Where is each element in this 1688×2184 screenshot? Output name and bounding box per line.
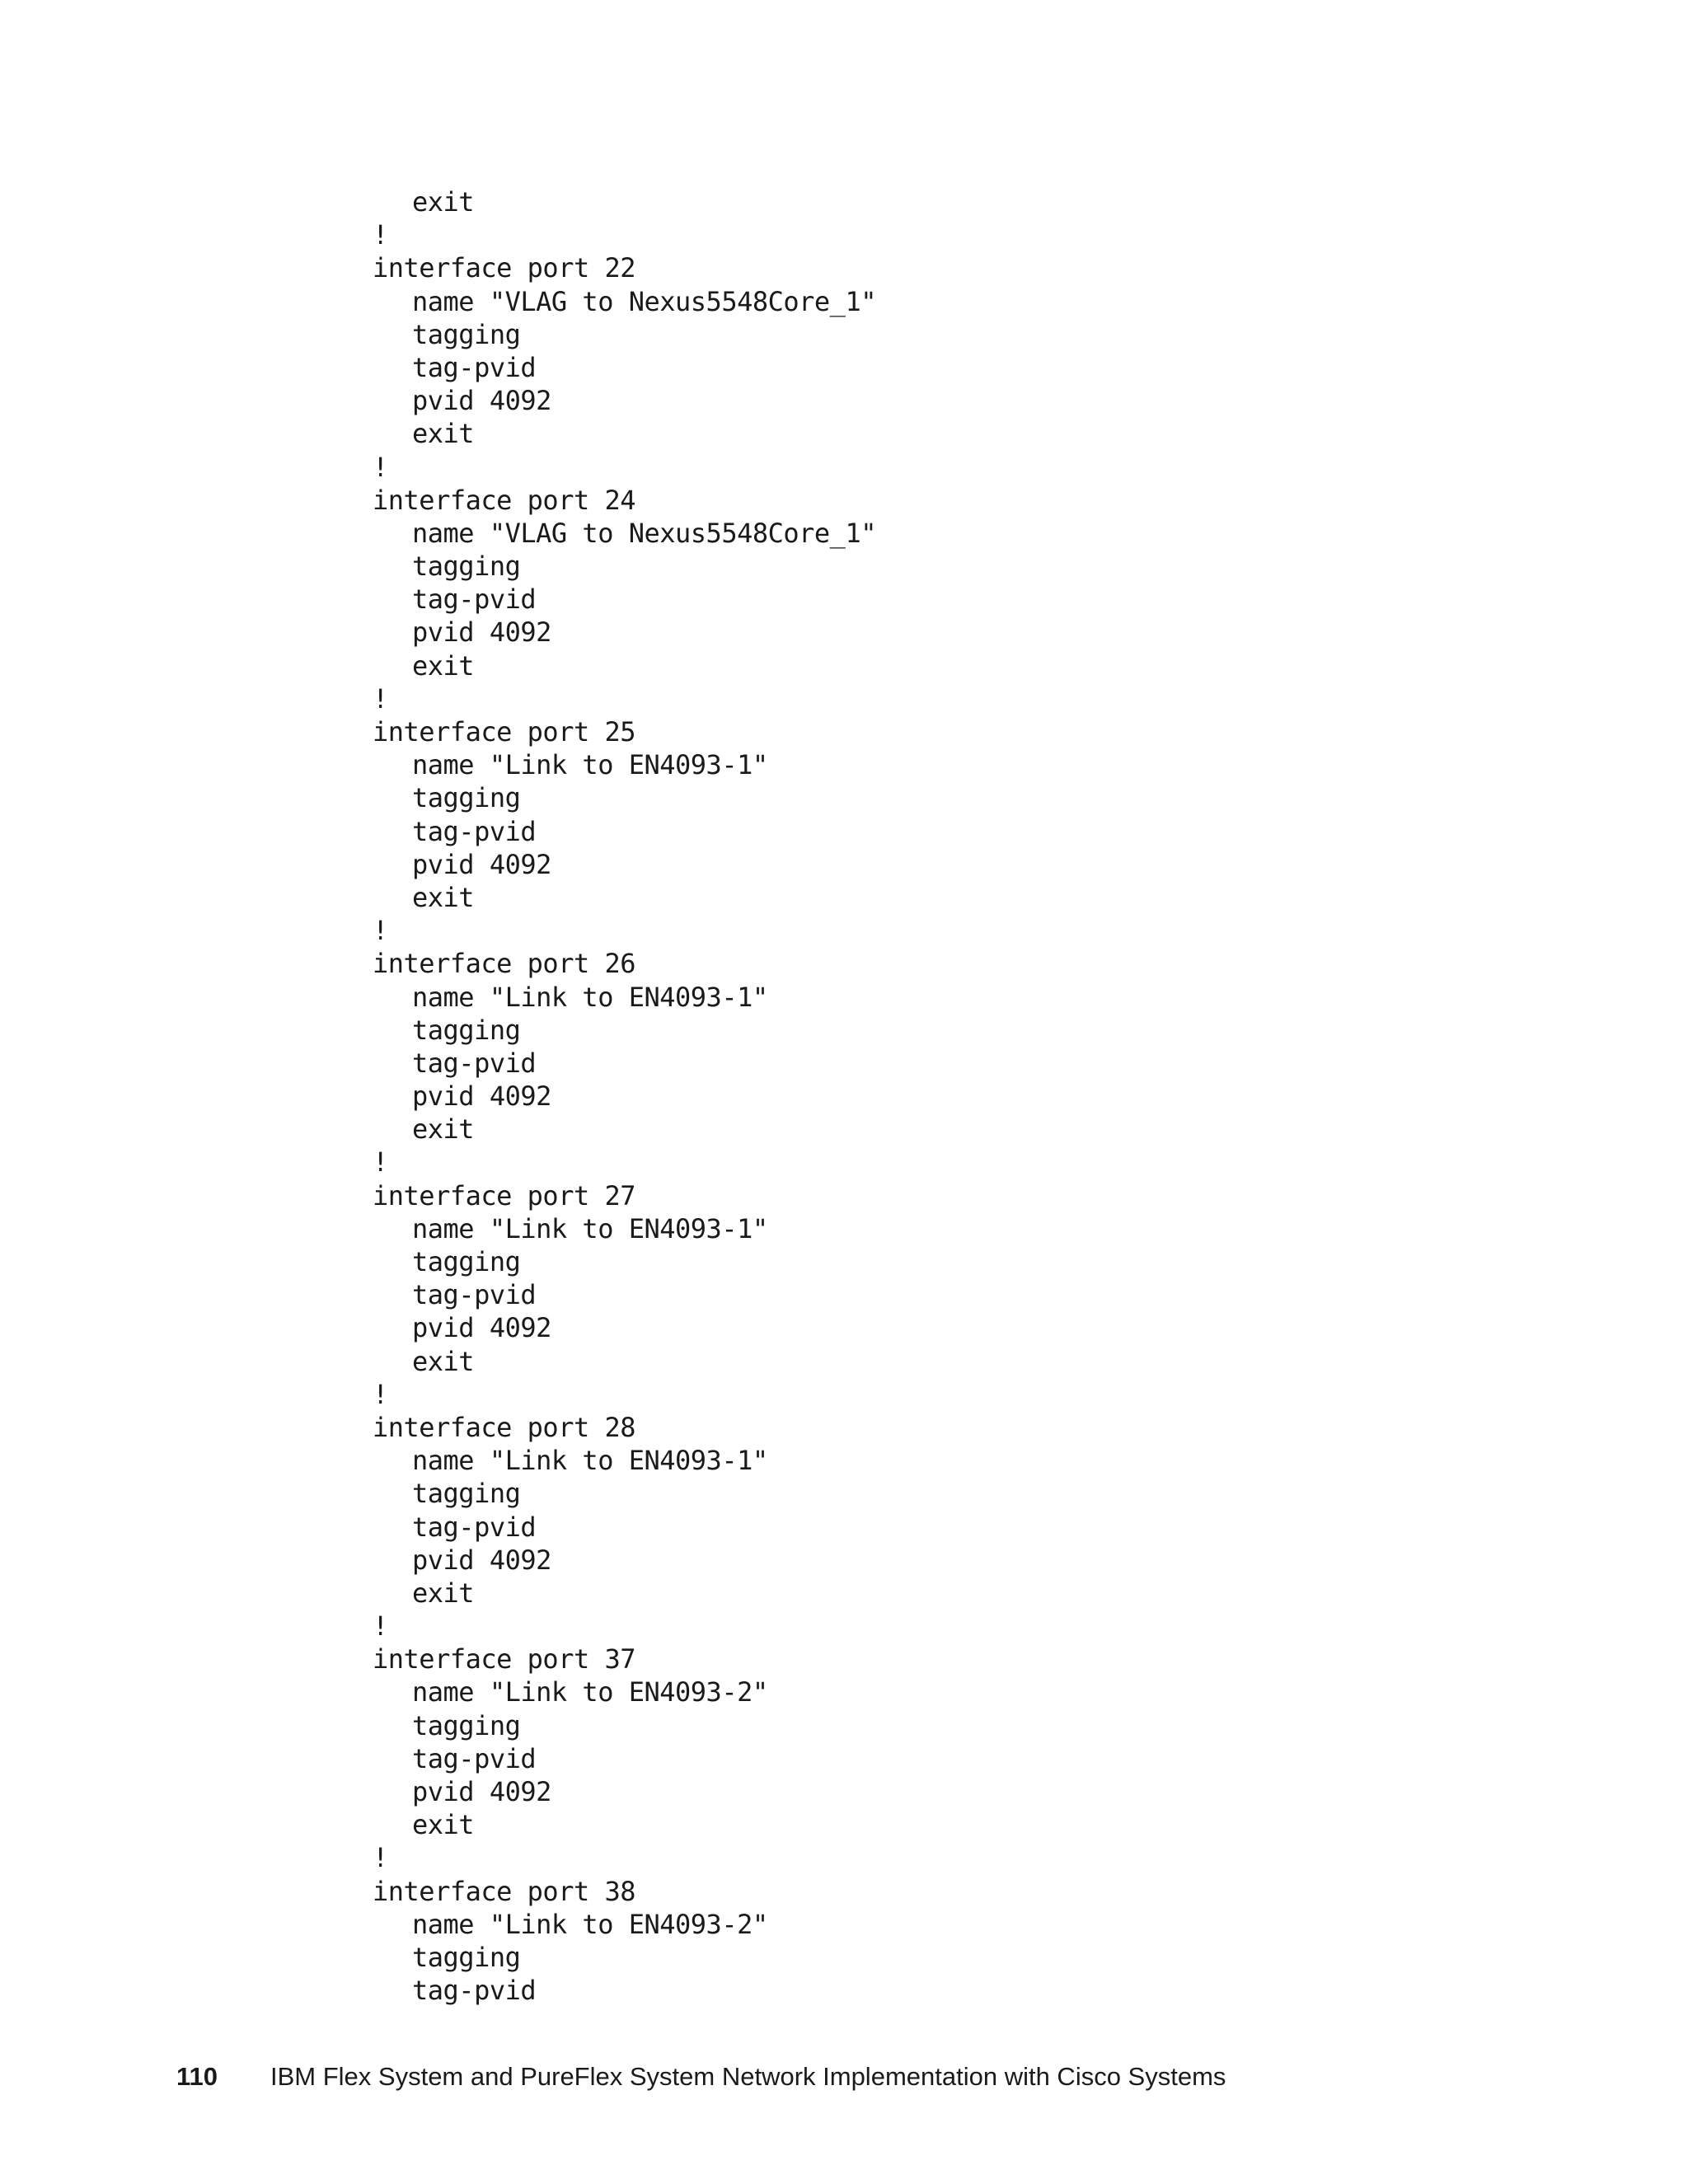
- code-line: name "Link to EN4093-2": [412, 1676, 768, 1708]
- code-line: tagging: [412, 1246, 521, 1277]
- code-line: interface port 25: [373, 716, 636, 748]
- code-line: pvid 4092: [412, 616, 551, 649]
- code-line: tag-pvid: [412, 583, 537, 616]
- code-line: interface port 28: [373, 1411, 636, 1443]
- code-line: name "Link to EN4093-1": [412, 981, 768, 1013]
- code-line: exit: [412, 186, 475, 218]
- code-line: tagging: [412, 1478, 521, 1510]
- code-line: pvid 4092: [412, 1776, 551, 1807]
- code-line: exit: [412, 649, 475, 682]
- config-code-listing: [373, 185, 876, 2007]
- code-line: exit: [412, 1809, 475, 1841]
- code-line: exit: [412, 1577, 475, 1609]
- code-line: name "Link to EN4093-1": [412, 1445, 768, 1477]
- code-line: interface port 38: [373, 1875, 636, 1907]
- code-line: interface port 22: [373, 252, 636, 284]
- code-line: tag-pvid: [412, 351, 537, 383]
- code-line: name "Link to EN4093-1": [412, 1212, 768, 1244]
- code-line: pvid 4092: [412, 385, 551, 417]
- code-line: tag-pvid: [412, 1742, 537, 1774]
- code-line: !: [373, 1610, 388, 1643]
- code-line: tagging: [412, 1014, 521, 1046]
- code-line: !: [373, 1378, 388, 1410]
- code-line: !: [373, 219, 388, 251]
- code-line: tag-pvid: [412, 815, 537, 847]
- code-line: tagging: [412, 1941, 521, 1973]
- code-line: exit: [412, 881, 475, 913]
- code-line: !: [373, 451, 388, 483]
- code-line: pvid 4092: [412, 848, 551, 880]
- code-line: name "VLAG to Nexus5548Core_1": [412, 285, 876, 317]
- code-line: interface port 26: [373, 948, 636, 980]
- code-line: exit: [412, 1113, 475, 1146]
- code-line: tagging: [412, 1709, 521, 1741]
- code-line: tagging: [412, 782, 521, 814]
- code-line: pvid 4092: [412, 1080, 551, 1113]
- code-line: !: [373, 682, 388, 715]
- code-line: tagging: [412, 318, 521, 350]
- book-title: IBM Flex System and PureFlex System Network Implementation with Cisco Systems: [270, 2062, 1226, 2091]
- code-line: exit: [412, 1345, 475, 1377]
- code-line: interface port 37: [373, 1643, 636, 1675]
- code-line: !: [373, 915, 388, 947]
- code-line: name "Link to EN4093-1": [412, 749, 768, 781]
- code-line: !: [373, 1842, 388, 1874]
- code-line: interface port 24: [373, 484, 636, 516]
- code-line: exit: [412, 418, 475, 450]
- code-line: interface port 27: [373, 1179, 636, 1212]
- code-line: tagging: [412, 551, 521, 583]
- code-line: tag-pvid: [412, 1975, 537, 2007]
- code-line: tag-pvid: [412, 1047, 537, 1079]
- code-line: pvid 4092: [412, 1544, 551, 1576]
- code-line: !: [373, 1146, 388, 1179]
- page-number: 110: [176, 2062, 218, 2091]
- code-line: name "Link to EN4093-2": [412, 1908, 768, 1940]
- code-line: tag-pvid: [412, 1511, 537, 1543]
- code-line: name "VLAG to Nexus5548Core_1": [412, 517, 876, 549]
- page-footer: [176, 2060, 1226, 2093]
- code-line: tag-pvid: [412, 1279, 537, 1311]
- code-line: pvid 4092: [412, 1312, 551, 1344]
